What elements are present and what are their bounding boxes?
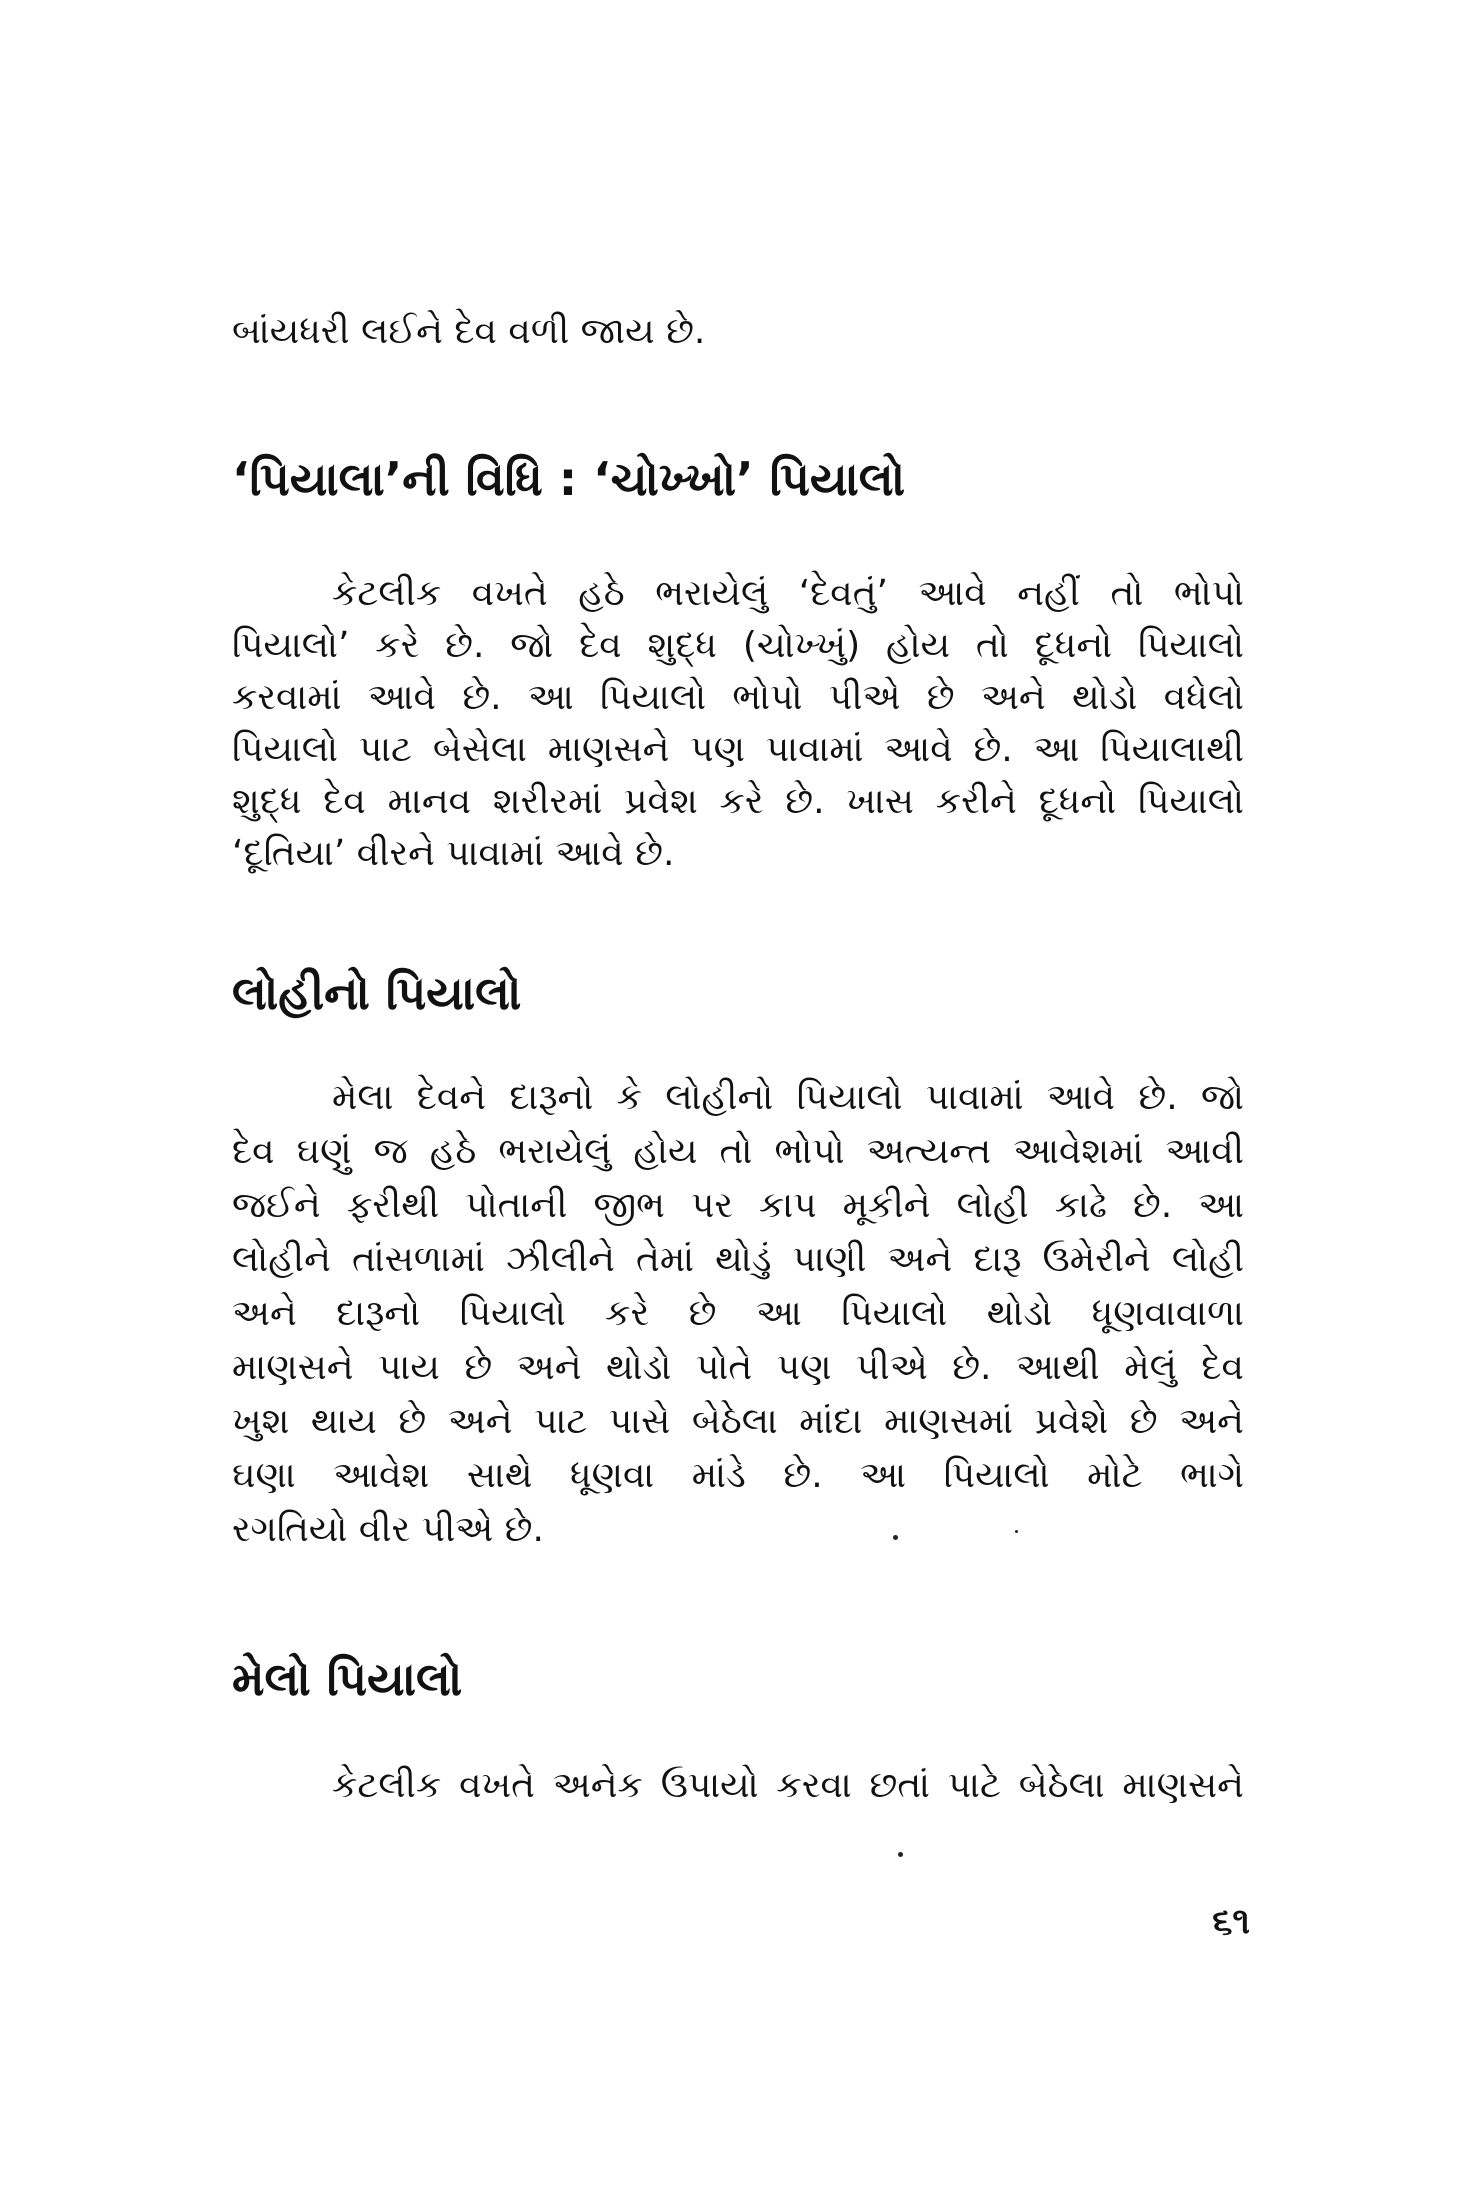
print-speck [893,1535,898,1540]
paragraph-line: શુદ્ધ દેવ માનવ શરીરમાં પ્રવેશ કરે છે. ખાસ કરીને દૂધનો પિયાલો [232,781,1244,822]
section-heading-lohino-piyalo: લોહીનો પિયાલો [232,966,522,1020]
paragraph-line: દેવ ઘણું જ હઠે ભરાયેલું હોય તો ભોપો અત્યન્ત આવેશમાં આવી [232,1131,1244,1172]
paragraph-line: ‘દૂતિયા’ વીરને પાવામાં આવે છે. [232,833,675,874]
print-speck [1015,1530,1018,1533]
paragraph-line: લોહીને તાંસળામાં ઝીલીને તેમાં થોડું પાણી અને દારૂ ઉમેરીને લોહી [232,1239,1244,1280]
page-number: ૬૧ [1212,1901,1250,1942]
paragraph-line: કેટલીક વખતે અનેક ઉપાયો કરવા છતાં પાટે બેઠેલા માણસને [332,1765,1244,1806]
paragraph-line: પિયાલો’ કરે છે. જો દેવ શુદ્ધ (ચોખ્ખું) હોય તો દૂધનો પિયાલો [232,625,1244,666]
paragraph-line: ઘણા આવેશ સાથે ધૂણવા માંડે છે. આ પિયાલો મોટે ભાગે [232,1455,1244,1496]
paragraph-line: કેટલીક વખતે હઠે ભરાયેલું ‘દેવતું’ આવે નહીં તો ભોપો [332,573,1244,614]
intro-line: બાંયધરી લઈને દેવ વળી જાય છે. [232,311,706,352]
paragraph-line: જઈને ફરીથી પોતાની જીભ પર કાપ મૂકીને લોહી કાઢે છે. આ [232,1185,1244,1226]
paragraph-line: રગતિયો વીર પીએ છે. [232,1509,544,1550]
section-heading-melo-piyalo: મેલો પિયાલો [232,1652,463,1706]
paragraph-line: ખુશ થાય છે અને પાટ પાસે બેઠેલા માંદા માણસમાં પ્રવેશે છે અને [232,1401,1244,1442]
paragraph-line: પિયાલો પાટ બેસેલા માણસને પણ પાવામાં આવે છે. આ પિયાલાથી [232,729,1244,770]
paragraph-line: અને દારૂનો પિયાલો કરે છે આ પિયાલો થોડો ધૂણવાવાળા [232,1293,1244,1334]
paragraph-line: મેલા દેવને દારૂનો કે લોહીનો પિયાલો પાવામાં આવે છે. જો [332,1077,1244,1118]
paragraph-line: કરવામાં આવે છે. આ પિયાલો ભોપો પીએ છે અને થોડો વધેલો [232,677,1244,718]
paragraph-line: માણસને પાય છે અને થોડો પોતે પણ પીએ છે. આથી મેલું દેવ [232,1347,1244,1388]
print-speck [898,1852,903,1857]
section-heading-chokhkho-piyalo: ‘પિયાલા’ની વિધિ : ‘ચોખ્ખો’ પિયાલો [232,452,906,506]
